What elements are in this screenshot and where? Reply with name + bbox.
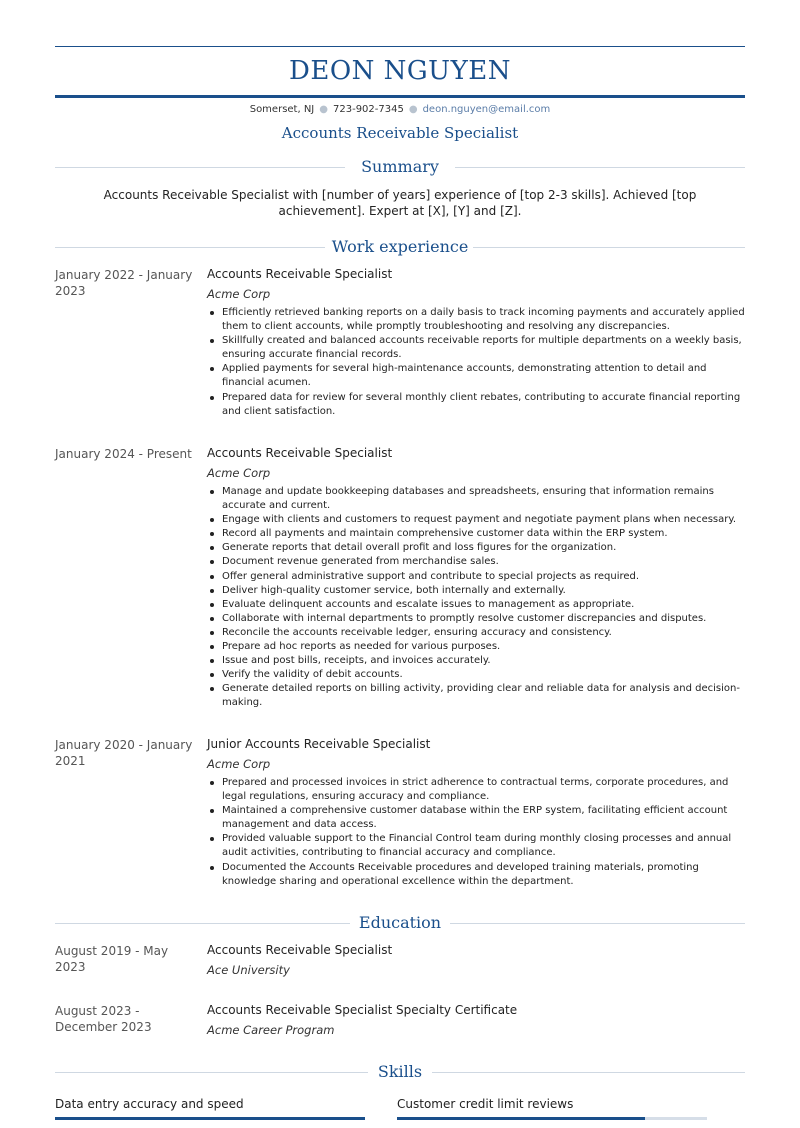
top-rule (55, 46, 745, 47)
entry-date: August 2023 - December 2023 (55, 1004, 152, 1034)
candidate-name: DEON NGUYEN (289, 56, 511, 86)
bullet-list (207, 306, 745, 419)
job-title: Accounts Receivable Specialist (281, 124, 519, 142)
skill-level-fill (55, 1117, 365, 1120)
list-item: Deliver high-quality customer service, both internally and externally. (207, 584, 745, 598)
section-title: Skills (377, 1062, 423, 1081)
list-item: Evaluate delinquent accounts and escalate issues to management as appropriate. (207, 598, 745, 612)
name-rule (55, 95, 745, 98)
entry-organization: Acme Career Program (207, 1023, 335, 1037)
summary-text: Accounts Receivable Specialist with [number of years] experience of [top 2-3 skills]. Achieved [top achievement]. Expert at [X], [Y] and [Z]. (103, 188, 697, 218)
entry-organization: Ace University (207, 963, 290, 977)
section-title: Work experience (331, 237, 469, 256)
list-item: Reconcile the accounts receivable ledger, ensuring accuracy and consistency. (207, 626, 745, 640)
bullet-list (207, 776, 745, 889)
entry-title: Accounts Receivable Specialist (207, 267, 393, 281)
skill-name: Customer credit limit reviews (397, 1097, 574, 1111)
list-item: Collaborate with internal departments to promptly resolve customer discrepancies and disputes. (207, 612, 745, 626)
list-item: Provided valuable support to the Financial Control team during monthly closing processes and annual audit activities, contributing to financial accuracy and compliance. (207, 832, 745, 860)
contact-line (0, 104, 800, 115)
skill-name: Data entry accuracy and speed (55, 1097, 244, 1111)
entry-date: January 2024 - Present (55, 447, 192, 461)
entry-date: January 2022 - January 2023 (55, 268, 193, 298)
list-item: Generate detailed reports on billing activity, providing clear and reliable data for analysis and decision-making. (207, 682, 745, 710)
entry-organization: Acme Corp (207, 466, 271, 480)
location: Somerset, NJ (249, 104, 315, 115)
section-skills (55, 1062, 745, 1082)
email-link[interactable]: deon.nguyen@email.com (422, 104, 551, 115)
entry-date: January 2020 - January 2021 (55, 738, 193, 768)
entry-title: Accounts Receivable Specialist (207, 446, 393, 460)
list-item: Generate reports that detail overall profit and loss figures for the organization. (207, 541, 745, 555)
list-item: Applied payments for several high-maintenance accounts, demonstrating attention to detail and financial acumen. (207, 362, 745, 390)
separator-dot-icon: ● (408, 104, 418, 115)
phone: 723-902-7345 (333, 104, 404, 115)
bullet-list (207, 485, 745, 711)
entry-organization: Acme Corp (207, 287, 271, 301)
list-item: Record all payments and maintain comprehensive customer data within the ERP system. (207, 527, 745, 541)
section-title: Summary (361, 157, 439, 176)
entry-date: August 2019 - May 2023 (55, 944, 169, 974)
section-summary (55, 157, 745, 177)
entry-organization: Acme Corp (207, 757, 271, 771)
separator-dot-icon: ● (319, 104, 328, 115)
list-item: Prepared data for review for several monthly client rebates, contributing to accurate financial reporting and client satisfaction. (207, 391, 745, 419)
section-education (55, 913, 745, 933)
entry-title: Accounts Receivable Specialist Specialty Certificate (207, 1003, 518, 1017)
list-item: Documented the Accounts Receivable procedures and developed training materials, promoting knowledge sharing and operational excellence within the department. (207, 861, 745, 889)
section-work-experience (55, 237, 745, 257)
list-item: Offer general administrative support and contribute to special projects as required. (207, 570, 745, 584)
list-item: Prepared and processed invoices in strict adherence to contractual terms, corporate procedures, and legal regulations, ensuring accuracy and compliance. (207, 776, 745, 804)
list-item: Verify the validity of debit accounts. (207, 668, 745, 682)
list-item: Manage and update bookkeeping databases and spreadsheets, ensuring that information remains accurate and current. (207, 485, 745, 513)
list-item: Maintained a comprehensive customer database within the ERP system, facilitating efficient account management and data access. (207, 804, 745, 832)
list-item: Efficiently retrieved banking reports on a daily basis to track incoming payments and accurately applied them to client accounts, while promptly troubleshooting and resolving any discrepancies. (207, 306, 745, 334)
list-item: Document revenue generated from merchandise sales. (207, 555, 745, 569)
entry-title: Accounts Receivable Specialist (207, 943, 393, 957)
section-title: Education (358, 913, 442, 932)
list-item: Prepare ad hoc reports as needed for various purposes. (207, 640, 745, 654)
entry-title: Junior Accounts Receivable Specialist (207, 737, 431, 751)
list-item: Skillfully created and balanced accounts receivable reports for multiple departments on a weekly basis, ensuring accurate financial records. (207, 334, 745, 362)
list-item: Engage with clients and customers to request payment and negotiate payment plans when necessary. (207, 513, 745, 527)
skill-level-fill (397, 1117, 645, 1120)
list-item: Issue and post bills, receipts, and invoices accurately. (207, 654, 745, 668)
skill-level-bar (397, 1117, 707, 1120)
skill-level-bar (55, 1117, 365, 1120)
